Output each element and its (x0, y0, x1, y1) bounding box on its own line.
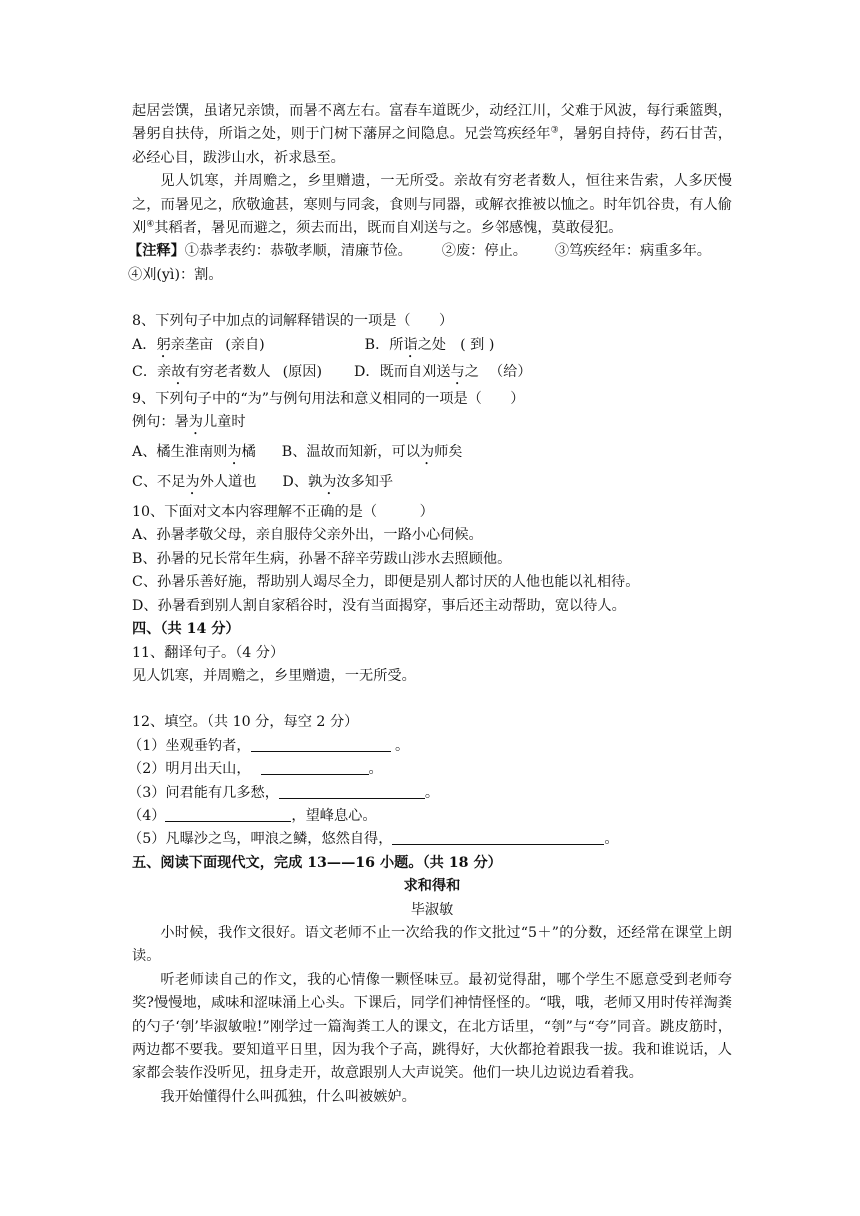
answer-blank[interactable] (392, 829, 604, 845)
answer-blank[interactable] (165, 806, 291, 822)
q9-option-c[interactable]: C、不足为外人道也 (132, 474, 257, 491)
q10-option-b[interactable]: B、孙暑的兄长常年生病，孙暑不辞辛劳跋山涉水去照顾他。 (132, 550, 512, 567)
q9-options-cd (132, 471, 732, 498)
q12-item-4: （4） ，望峰息心。 (128, 807, 377, 824)
q9-option-b[interactable]: B、温故而知新，可以为师矣 (281, 444, 463, 461)
article-paragraph-2: 听老师读自己的作文，我的心情像一颗怪味豆。最初觉得甜，哪个学生不愿意受到老师夸奖?慢慢地，咸味和涩味涌上心头。下课后，同学们神情怪怪的。“哦，哦，老师又用时传祥淘粪的勺子‘刳’毕淑敏啦!”刚学过一篇淘粪工人的课文，在北方话里，“刳”与“夸”同音。跳皮筋时，两边都不要我。要知道平日里，因为我个子高，跳得好，大伙都抢着跟我一拔。我和谁说话，人家都会装作没听见，扭身走开，故意跟别人大声说笑。他们一块儿边说边看着我。 (132, 971, 732, 1082)
passage-paragraph-2: 见人饥寒，并周赡之，乡里赠遗，一无所受。亲故有穷老者数人，恒往来告索，人多厌慢之，而暑见之，欣敬逾甚，寒则与同衾，食则与同器，或解衣推被以恤之。时年饥谷贵，有人偷刈④其稻者，暑见而避之，须去而出，既而自刈送与之。乡邻感愧，莫敢侵犯。 (132, 173, 732, 237)
q10-option-a[interactable]: A、孙暑孝敬父母，亲自服侍父亲外出，一路小心伺候。 (132, 527, 483, 544)
q12-item-1: （1）坐观垂钓者， 。 (128, 737, 410, 754)
footnote-marker: ④ (146, 219, 155, 230)
article-paragraph-3: 我开始懂得什么叫孤独，什么叫被嫉妒。 (160, 1088, 416, 1105)
q8-options-ab (132, 334, 732, 361)
article-title: 求和得和 (403, 878, 461, 895)
q9-options-ab (132, 441, 732, 468)
q8-option-b[interactable]: B．所诣之处 ( 到 ) (364, 336, 495, 353)
q10-option-c[interactable]: C、孙暑乐善好施，帮助别人竭尽全力，即便是别人都讨厌的人他也能以礼相待。 (132, 574, 640, 591)
q9-stem: 9、下列句子中的“为”与例句用法和意义相同的一项是（ ） (132, 390, 525, 407)
section-4-heading: 四、（共 14 分） (132, 621, 240, 638)
notes-label: 【注释】 (128, 243, 185, 260)
q11-sentence: 见人饥寒，并周赡之，乡里赠遗，一无所受。 (132, 667, 416, 684)
q8-options-cd (132, 361, 732, 388)
q9-example: 例句：暑为儿童时 (132, 414, 246, 431)
note-3: ③笃疾经年：病重多年。 (554, 243, 711, 260)
exam-page (128, 100, 732, 1109)
note-2: ②废：停止。 (441, 243, 527, 260)
notes (128, 240, 732, 287)
q12-item-5: （5）凡曝沙之鸟，呷浪之鳞，悠然自得， 。 (128, 831, 619, 848)
q9-option-a[interactable]: A、橘生淮南则为橘 (132, 444, 256, 461)
q8-option-d[interactable]: D．既而自刈送与之 （给） (354, 363, 532, 380)
q10-option-d[interactable]: D、孙暑看到别人割自家稻谷时，没有当面揭穿，事后还主动帮助，宽以待人。 (132, 597, 626, 614)
q8-option-a[interactable]: A．躬亲垄亩 (亲自) (132, 336, 265, 353)
section-5-heading: 五、阅读下面现代文，完成 13——16 小题。（共 18 分） (132, 854, 502, 871)
q12-item-3: （3）问君能有几多愁， 。 (128, 784, 440, 801)
footnote-marker: ③ (550, 125, 559, 136)
answer-blank[interactable] (251, 736, 391, 752)
note-4: ④刈(yì)：割。 (128, 266, 223, 283)
passage-paragraph-1: 起居尝馔，虽诸兄亲馈，而暑不离左右。富春车道既少，动经江川，父难于风波，每行乘篮舆，暑躬自扶侍，所诣之处，则于门树下藩屏之间隐息。兄尝笃疾经年③，暑躬自持侍，药石甘苦，必经心目，跋涉山水，祈求恳至。 (132, 103, 732, 166)
q8-stem: 8、下列句子中加点的词解释错误的一项是（ ） (132, 313, 454, 330)
article-author: 毕淑敏 (410, 901, 454, 918)
q9-option-d[interactable]: D、孰为汝多知乎 (282, 474, 394, 491)
q8-option-c[interactable]: C．亲故有穷老者数人 (原因) (132, 363, 323, 380)
q11-stem: 11、翻译句子。（4 分） (132, 644, 285, 661)
note-1: ①恭孝表约：恭敬孝顺，清廉节俭。 (184, 243, 412, 260)
q10-stem: 10、下面对文本内容理解不正确的是（ ） (132, 504, 434, 521)
q12-stem: 12、填空。（共 10 分，每空 2 分） (132, 714, 359, 731)
article-paragraph-1: 小时候，我作文很好。语文老师不止一次给我的作文批过“5＋”的分数，还经常在课堂上朗读。 (132, 924, 732, 965)
q12-item-2: （2）明月出天山， 。 (128, 761, 383, 778)
answer-blank[interactable] (261, 759, 369, 775)
answer-blank[interactable] (279, 783, 425, 799)
